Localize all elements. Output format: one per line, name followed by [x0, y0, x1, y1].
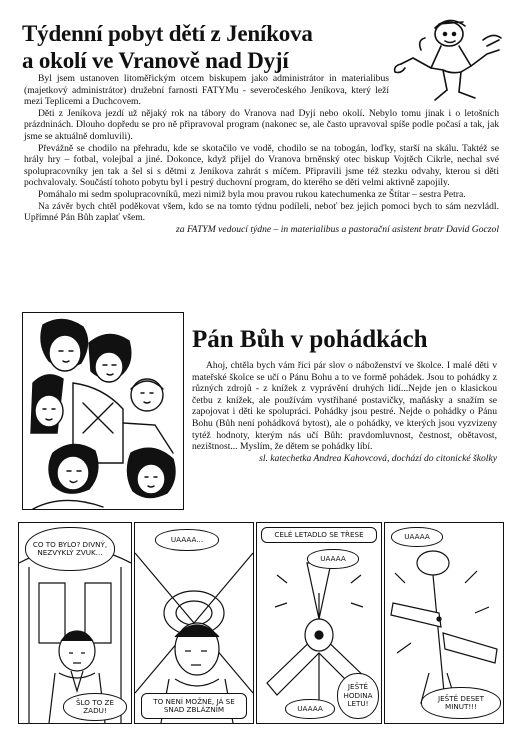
comic-bubble: CO TO BYLO? DIVNÝ, NEZVYKLÝ ZVUK...: [25, 527, 115, 571]
article1-title-line1: Týdenní pobyt dětí z Jeníkova: [22, 21, 313, 46]
article1-paragraph: Pomáhalo mi sedm spolupracovníků, mezi nimiž byla mou pravou rukou katechumenka ze Štítar – sestra Petra.: [38, 188, 466, 200]
article1-paragraph: Na závěr bych chtěl poděkovat všem, kdo se na tomto týdnu podíleli, neboť bez jejich pomoci bych to sám nezvládl. Upřímné Pán Bůh zaplať všem.: [24, 200, 499, 224]
article2-title: Pán Bůh v pohádkách: [192, 326, 428, 353]
comic-bubble: TO NENÍ MOŽNÉ, JÁ SE SNAD ZBLÁZNÍM: [141, 693, 247, 719]
comic-panel-3: [256, 522, 382, 724]
comic-bubble: UAAAA: [391, 527, 443, 547]
article2-signature: sl. katechetka Andrea Kahovcová, dochází do citonické školky: [259, 452, 497, 464]
comic-panel-1: [18, 522, 132, 724]
comic-bubble: UAAAA...: [155, 529, 219, 551]
comic-panel-4: [384, 522, 504, 724]
article2-paragraph: Ahoj, chtěla bych vám říci pár slov o náboženství ve školce. I malé děti v mateřské školce se učí o Pánu Bohu a to ve formě pohádek. Jsou to pohádky z různých zdrojů - z knížek z vyprávění druhých lidí...Nejde jen o klasickou četbu z knížek, ale používám vystřihané postavičky, maňásky a snažím se zapojovat i děti ke spolupráci. Pohádky jsou pestré. Nejde o pohádky o Pánu Bohu (Bůh není pohádková bytost), ale o pohádky, ve kterých jsou vyzvizeny tytéž hodnoty, kterým nás učí Bůh: pravdomluvnost, čestnost, obětavost, nezištnost... Myslím, že dětem se pohádky líbí.: [192, 360, 497, 453]
article1-signature: za FATYM vedoucí týdne – in materialibus a pastorační asistent bratr David Goczol: [176, 223, 499, 235]
comic-bubble: JEŠTĚ DESET MINUT!!!: [421, 687, 501, 719]
article1-paragraph: Byl jsem ustanoven litoměřickým otcem biskupem jako administrátor in materialibus (majetkový administrátor) družební farnosti FATYMu - severočeského Jeníkova, který leží mezi Teplicemi a Duchcovem.: [24, 73, 389, 108]
article2-body: [192, 360, 497, 464]
comic-caption: CELÉ LETADLO SE TŘESE: [261, 527, 377, 543]
article1-title: [22, 20, 382, 74]
article1-body: [24, 73, 499, 235]
article1-paragraph: Převážně se chodilo na přehradu, kde se skotačilo ve vodě, chodilo se na tobogán, loďky, starší na skálu. Taktéž se hrály hry – fotbal, volejbal a jiné. Dokonce, když přijel do Vranova brněnský otec biskup Vojtěch Cikrle, nechal své spolupracovníky jen tak a šel si s dětmi z Jeníkova zahrát s míčem. Připravili jsme též stezku odvahy, kterou si děti pochvalovaly. Součástí tohoto pobytu byl i pestrý duchovní program, do kterého se děti velmi aktivně zapojily.: [24, 142, 499, 189]
comic-panel-2: [134, 522, 254, 724]
children-illustration: [22, 312, 184, 510]
comic-bubble: ŠLO TO ZE ZADU!: [63, 693, 127, 721]
comic-bubble: UAAAA: [307, 549, 359, 569]
comic-bubble: UAAAA: [285, 699, 335, 719]
comic-bubble: JEŠTĚ HODINA LETU!: [337, 673, 379, 719]
article1-title-line2: a okolí ve Vranově nad Dyjí: [22, 48, 289, 73]
article1-paragraph: Děti z Jeníkova jezdí už nějaký rok na tábory do Vranova nad Dyjí nebo okolí. Nebylo tomu jinak i o letošních prázdninách. Dlouho dopředu se pro ně připravoval program (nakonec se, ale často upravoval spíše podle počasí a tak, jak jsme se aktuálně domluvili).: [24, 107, 499, 142]
